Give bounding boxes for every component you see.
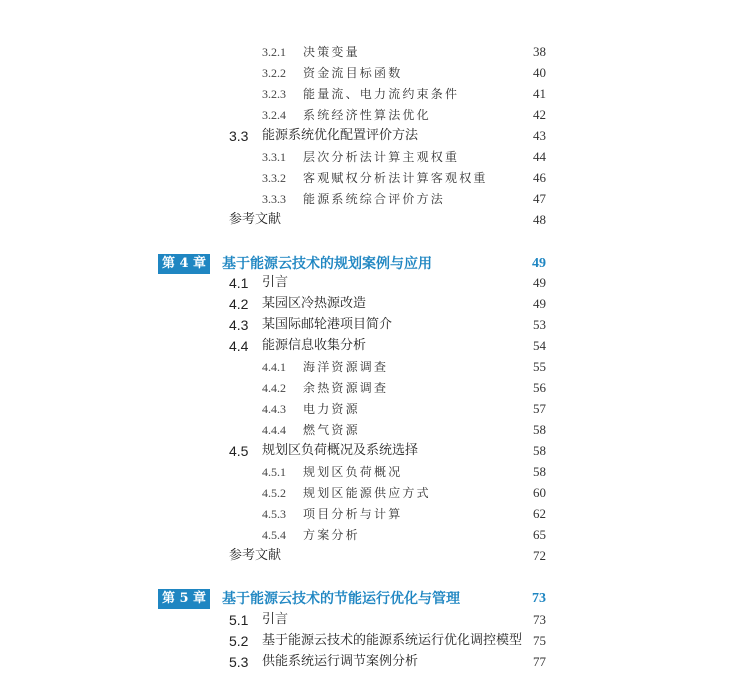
entry-number: 3.2.2 [262, 66, 286, 80]
toc-entry-4-4-1[interactable] [262, 357, 546, 377]
entry-page: 41 [533, 86, 546, 101]
entry-number: 3.2.4 [262, 108, 286, 122]
entry-number: 4.5.4 [262, 528, 286, 542]
toc-entry-3-3-1[interactable] [262, 147, 546, 167]
entry-number: 3.3.1 [262, 150, 286, 164]
entry-title: 项目分析与计算 [303, 507, 403, 521]
entry-page: 54 [533, 338, 546, 353]
entry-page: 44 [533, 149, 546, 164]
entry-number: 4.4.4 [262, 423, 286, 437]
entry-page: 58 [533, 443, 546, 458]
entry-page: 77 [533, 654, 546, 669]
entry-page: 60 [533, 485, 546, 500]
toc-entry-3-3[interactable] [229, 126, 546, 146]
entry-title: 引言 [262, 612, 289, 627]
entry-number: 5.2 [229, 633, 249, 649]
entry-title: 供能系统运行调节案例分析 [262, 654, 419, 669]
entry-page: 56 [533, 380, 546, 395]
toc-entry-4-2[interactable] [229, 294, 546, 314]
entry-page: 49 [533, 296, 546, 311]
entry-page: 72 [533, 548, 546, 563]
toc-entry-references-ch3[interactable] [229, 210, 546, 230]
toc-entry-4-4[interactable] [229, 336, 546, 356]
entry-number: 4.5.2 [262, 486, 286, 500]
entry-number: 4.4.1 [262, 360, 286, 374]
entry-title: 燃气资源 [303, 423, 360, 437]
toc-entry-5-2[interactable] [229, 631, 546, 651]
toc-entry-3-2-4[interactable] [262, 105, 546, 125]
toc-entry-3-2-1[interactable] [262, 42, 546, 62]
entry-number: 5.3 [229, 654, 249, 670]
entry-page: 53 [533, 317, 546, 332]
entry-page: 38 [533, 44, 546, 59]
toc-entry-4-5-1[interactable] [262, 462, 546, 482]
toc-entry-4-1[interactable] [229, 273, 546, 293]
toc-entry-3-3-2[interactable] [262, 168, 546, 188]
toc-entry-3-2-3[interactable] [262, 84, 546, 104]
toc-entry-5-1[interactable] [229, 610, 546, 630]
entry-number: 4.5.3 [262, 507, 286, 521]
entry-title: 方案分析 [303, 528, 360, 542]
entry-number: 4.5 [229, 443, 249, 459]
toc-entry-4-3[interactable] [229, 315, 546, 335]
entry-title: 规划区负荷概况 [303, 465, 403, 479]
entry-title: 决策变量 [303, 45, 360, 59]
entry-number: 4.4.2 [262, 381, 286, 395]
toc-entry-5-3[interactable] [229, 652, 546, 672]
toc-entry-4-4-3[interactable] [262, 399, 546, 419]
entry-page: 47 [533, 191, 546, 206]
toc-entry-4-4-4[interactable] [262, 420, 546, 440]
entry-number: 3.3 [229, 128, 249, 144]
entry-title: 能量流、电力流约束条件 [303, 87, 460, 101]
toc-entry-4-5-3[interactable] [262, 504, 546, 524]
chapter-title: 基于能源云技术的节能运行优化与管理 [222, 591, 460, 607]
entry-number: 3.3.3 [262, 192, 286, 206]
toc-entry-references-ch4[interactable] [229, 546, 546, 566]
entry-page: 75 [533, 633, 546, 648]
entry-number: 3.3.2 [262, 171, 286, 185]
entry-number: 4.4.3 [262, 402, 286, 416]
entry-number: 4.3 [229, 317, 249, 333]
entry-number: 4.5.1 [262, 465, 286, 479]
entry-title: 参考文献 [229, 212, 282, 227]
entry-page: 58 [533, 422, 546, 437]
toc-entry-4-5-4[interactable] [262, 525, 546, 545]
entry-title: 系统经济性算法优化 [303, 108, 431, 122]
entry-title: 参考文献 [229, 548, 282, 563]
entry-number: 4.4 [229, 338, 249, 354]
entry-title: 能源信息收集分析 [262, 338, 367, 353]
entry-page: 46 [533, 170, 546, 185]
chapter-4-heading[interactable] [158, 254, 546, 274]
entry-page: 43 [533, 128, 546, 143]
entry-page: 49 [533, 275, 546, 290]
entry-page: 57 [533, 401, 546, 416]
entry-page: 58 [533, 464, 546, 479]
entry-number: 3.2.3 [262, 87, 286, 101]
entry-page: 48 [533, 212, 546, 227]
toc-entry-4-5-2[interactable] [262, 483, 546, 503]
entry-title: 能源系统优化配置评价方法 [262, 128, 419, 143]
entry-title: 某国际邮轮港项目简介 [262, 317, 393, 332]
entry-page: 55 [533, 359, 546, 374]
chapter-page: 49 [532, 256, 546, 271]
entry-page: 65 [533, 527, 546, 542]
entry-title: 层次分析法计算主观权重 [303, 150, 460, 164]
chapter-badge: 第 5 章 [158, 589, 210, 609]
entry-title: 引言 [262, 275, 289, 290]
entry-title: 能源系统综合评价方法 [303, 192, 446, 206]
entry-page: 62 [533, 506, 546, 521]
chapter-title: 基于能源云技术的规划案例与应用 [222, 256, 432, 272]
entry-title: 某园区冷热源改造 [262, 296, 367, 311]
entry-title: 电力资源 [303, 402, 360, 416]
chapter-5-heading[interactable] [158, 589, 546, 609]
entry-title: 规划区能源供应方式 [303, 486, 431, 500]
toc-entry-4-4-2[interactable] [262, 378, 546, 398]
entry-title: 基于能源云技术的能源系统运行优化调控模型 [262, 633, 523, 648]
entry-number: 3.2.1 [262, 45, 286, 59]
entry-number: 4.1 [229, 275, 249, 291]
entry-page: 73 [533, 612, 546, 627]
entry-title: 规划区负荷概况及系统选择 [262, 443, 419, 458]
entry-title: 资金流目标函数 [303, 66, 403, 80]
entry-number: 5.1 [229, 612, 249, 628]
entry-number: 4.2 [229, 296, 249, 312]
entry-page: 40 [533, 65, 546, 80]
toc-entry-3-2-2[interactable] [262, 63, 546, 83]
toc-entry-3-3-3[interactable] [262, 189, 546, 209]
chapter-page: 73 [532, 591, 546, 606]
entry-title: 余热资源调查 [303, 381, 389, 395]
toc-entry-4-5[interactable] [229, 441, 546, 461]
entry-title: 海洋资源调查 [303, 360, 389, 374]
chapter-badge: 第 4 章 [158, 254, 210, 274]
entry-title: 客观赋权分析法计算客观权重 [303, 171, 488, 185]
entry-page: 42 [533, 107, 546, 122]
